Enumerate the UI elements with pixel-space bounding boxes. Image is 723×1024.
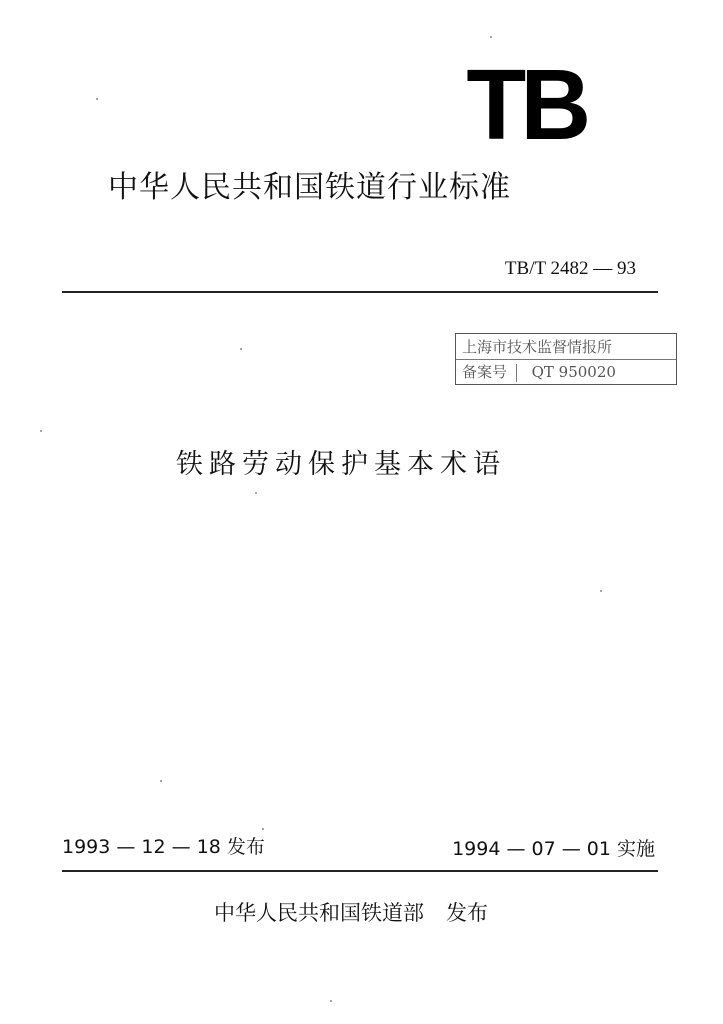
publisher-name: 中华人民共和国铁道部	[214, 901, 424, 925]
bottom-divider	[62, 870, 658, 872]
standard-category-title: 中华人民共和国铁道行业标准	[108, 170, 511, 205]
publisher-line	[214, 897, 488, 927]
stamp-record-value: QT 950020	[531, 363, 616, 381]
scan-speck	[600, 590, 602, 592]
stamp-divider	[456, 359, 676, 360]
implementation-date: 1994 — 07 — 01 实施	[452, 838, 655, 860]
registration-stamp	[455, 333, 677, 385]
scan-speck	[330, 1000, 332, 1002]
scan-speck	[240, 348, 242, 350]
scan-speck	[40, 430, 42, 432]
top-divider	[62, 291, 658, 293]
tb-logo: TB	[466, 49, 586, 161]
document-title: 铁路劳动保护基本术语	[176, 449, 506, 480]
stamp-agency: 上海市技术监督情报所	[462, 338, 613, 356]
scan-speck	[255, 492, 257, 494]
standard-code: TB/T 2482 — 93	[504, 258, 636, 279]
publish-action: 发布	[446, 901, 488, 925]
scan-speck	[262, 828, 264, 830]
scan-speck	[160, 780, 162, 782]
issue-date: 1993 — 12 — 18 发布	[62, 836, 265, 858]
stamp-record-label: 备案号	[462, 363, 508, 381]
scan-speck	[96, 98, 98, 100]
scan-speck	[490, 36, 492, 38]
stamp-record-number	[462, 361, 672, 383]
